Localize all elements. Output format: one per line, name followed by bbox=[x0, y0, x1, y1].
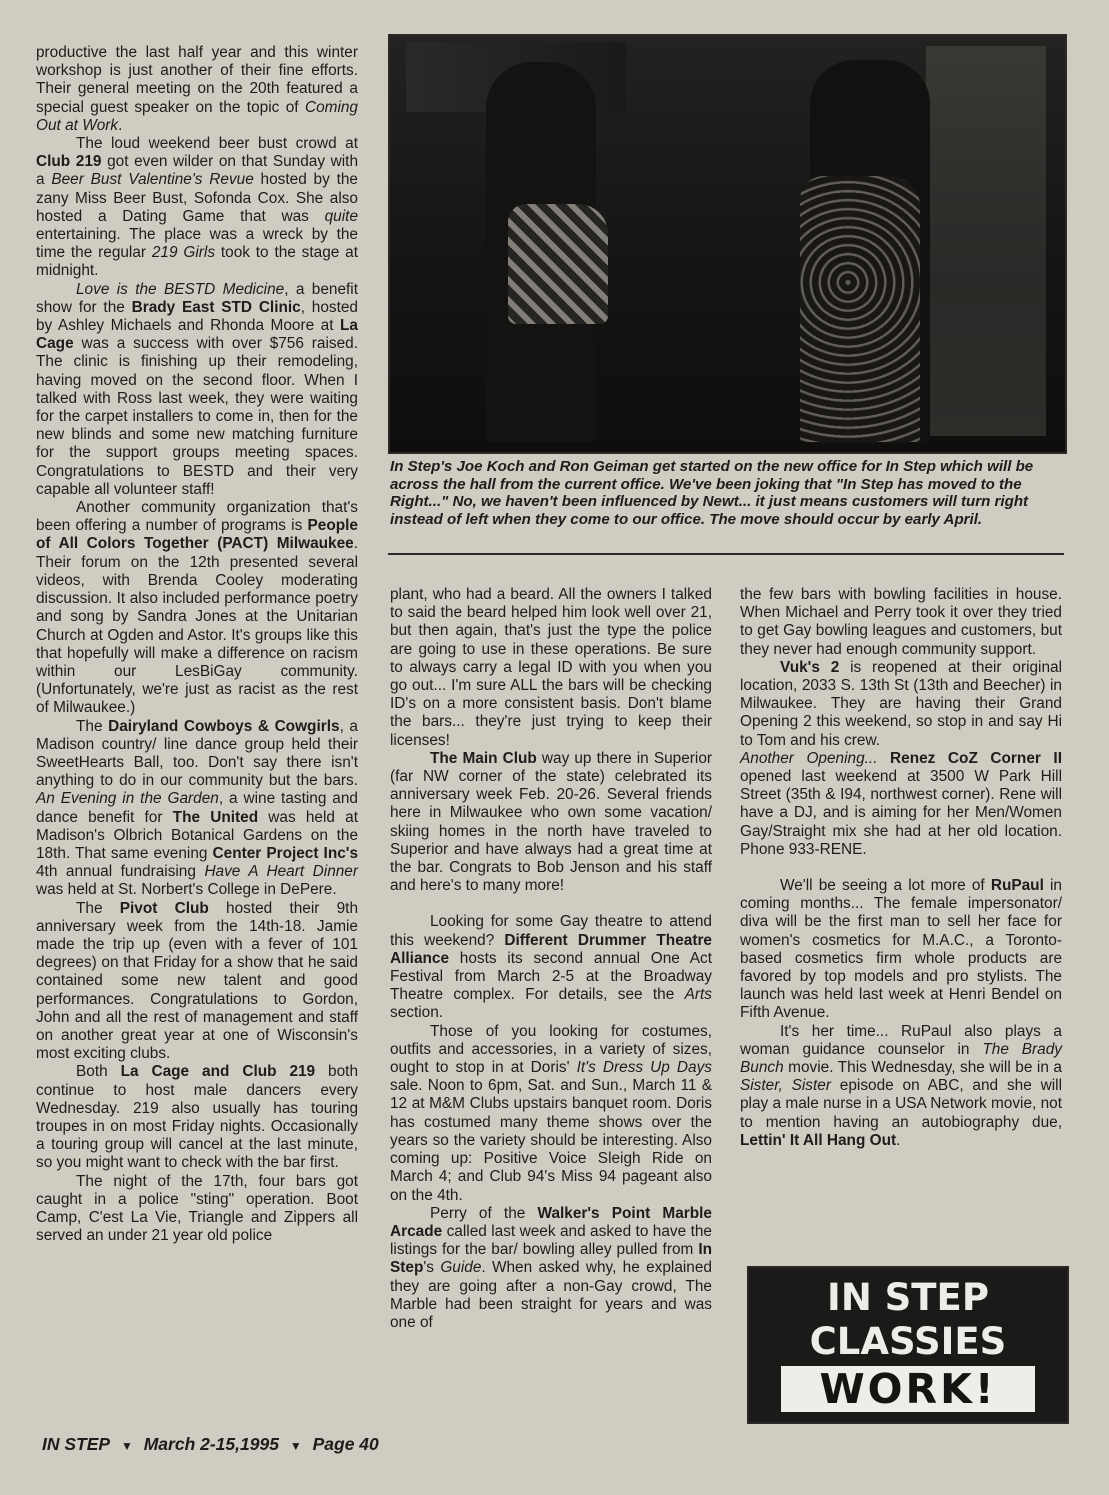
paragraph: Another community organization that's been offering a number of programs is People of All Colors Together (PACT) Milwaukee. Their forum on the 12th presented several videos, with Brenda Cooley moderating discussion. It also included performance poetry and song by Sandra Jones at the Unitarian Church at Ogden and Astor. It's groups like this that hopefully will make a difference on racism within our LesBiGay community. (Unfortunately, we're just as racist as the rest of Milwaukee.) bbox=[36, 499, 358, 717]
paragraph: The Pivot Club hosted their 9th anniversary week from the 14th-18. Jamie made the trip up (even with a fever of 101 degrees) on that Friday for a show that he said contained some new talent and good performances. Congratulations to Gordon, John and all the rest of management and staff on another great year at one of Wisconsin's most exciting clubs. bbox=[36, 899, 359, 1063]
paragraph: It's her time... RuPaul also plays a woman guidance counselor in The Brady Bunch movie. This Wednesday, she will be in a Sister, Sister episode on ABC, and she will play a male nurse in a USA Network movie, not to mention having an autobiography due, Lettin' It All Hang Out. bbox=[740, 1022, 1062, 1149]
paragraph: Looking for some Gay theatre to attend this weekend? Different Drummer Theatre Alliance hosts its second annual One Act Festival from March 2-5 at the Broadway Theatre complex. For details, see the Arts section. bbox=[390, 913, 712, 1022]
paragraph: productive the last half year and this winter workshop is just another of their fine efforts. Their general meeting on the 20th featured a special guest speaker on the topic of Coming Out at Work. bbox=[36, 44, 358, 134]
paragraph: the few bars with bowling facilities in house. When Michael and Perry took it over they tried to get Gay bowling leagues and customers, but they never had enough community support. bbox=[740, 586, 1062, 658]
paragraph: The night of the 17th, four bars got caught in a police "sting" operation. Boot Camp, C'est La Vie, Triangle and Zippers all served an under 21 year old police bbox=[36, 1172, 358, 1245]
ad-line-1: IN STEP bbox=[827, 1276, 989, 1319]
paragraph: The Main Club way up there in Superior (far NW corner of the state) celebrated its anniversary week Feb. 20-26. Several friends here in Milwaukee who own some vacation/ skiing homes in the north have traveled to Superior and have always had a great time at the bar. Congrats to Bob Jenson and his staff and here's to many more! bbox=[390, 749, 712, 895]
paragraph: Both La Cage and Club 219 both continue to host male dancers every Wednesday. 219 also usually has touring troupes in on most Friday nights. Occasionally a touring group will cancel at the last minute, so you might want to check with the bar first. bbox=[36, 1063, 359, 1172]
paragraph: Perry of the Walker's Point Marble Arcade called last week and asked to have the listings for the bar/ bowling alley pulled from In Step's Guide. When asked why, he explained they are going after a non-Gay crowd, The Marble had been straight for years and was one of bbox=[390, 1204, 712, 1331]
paragraph: Another Opening... Renez CoZ Corner II opened last weekend at 3500 W Park Hill Street (35th & I94, northwest corner). Rene will have a DJ, and is aiming for her Men/Women Gay/Straight mix she had at her old location. Phone 933-RENE. bbox=[740, 749, 1062, 858]
ad-line-2: CLASSIES bbox=[809, 1320, 1007, 1363]
photo-plaid-shirt bbox=[508, 204, 608, 324]
photo-caption: In Step's Joe Koch and Ron Geiman get started on the new office for In Step which will be across the hall from the current office. We've been joking that "In Step has moved to the Right..." No, we haven't been influenced by Newt... it just means customers will turn right instead of left when they come to our office. The move should occur by early April. bbox=[390, 458, 1034, 528]
paragraph: Vuk's 2 is reopened at their original location, 2033 S. 13th St (13th and Beecher) in Milwaukee. They are having their Grand Opening 2 this weekend, so stop in and say Hi to Tom and his crew. bbox=[740, 658, 1063, 749]
ad-line-3-box bbox=[781, 1366, 1035, 1412]
divider-rule bbox=[388, 553, 1064, 555]
triangle-icon: ▼ bbox=[120, 1439, 133, 1453]
footer-date: March 2-15,1995 bbox=[143, 1434, 279, 1454]
footer-publication: IN STEP bbox=[42, 1434, 111, 1454]
page-footer bbox=[42, 1434, 385, 1455]
classifieds-ad bbox=[747, 1266, 1069, 1424]
footer-page-number: Page 40 bbox=[312, 1434, 379, 1454]
column-right bbox=[740, 586, 1062, 1150]
photo-wall-panel bbox=[926, 46, 1046, 436]
photo-patterned-shirt bbox=[800, 176, 920, 442]
office-photo bbox=[388, 34, 1067, 454]
paragraph: Love is the BESTD Medicine, a benefit show for the Brady East STD Clinic, hosted by Ashley Michaels and Rhonda Moore at La Cage was a success with over $756 raised. The clinic is finishing up their remodeling, having moved on the second floor. When I talked with Ross last week, they were waiting for the carpet installers to come in, then for the new blinds and some new matching furniture for the support groups meeting spaces. Congratulations to BESTD and their very capable all volunteer staff! bbox=[36, 280, 358, 498]
column-left bbox=[36, 44, 358, 1245]
paragraph: The Dairyland Cowboys & Cowgirls, a Madison country/ line dance group held their SweetHearts Ball, too. Don't say there isn't anything to do in our community but the bars. An Evening in the Garden, a wine tasting and dance benefit for The United was held at Madison's Olbrich Botanical Gardens on the 18th. That same evening Center Project Inc's 4th annual fundraising Have A Heart Dinner was held at St. Norbert's College in DePere. bbox=[36, 717, 359, 899]
triangle-icon: ▼ bbox=[289, 1439, 302, 1453]
column-middle bbox=[390, 586, 712, 1332]
paragraph: Those of you looking for costumes, outfits and accessories, in a variety of sizes, ought to stop in at Doris' It's Dress Up Days sale. Noon to 6pm, Sat. and Sun., March 11 & 12 at M&M Clubs upstairs banquet room. Doris has costumed many theme shows over the years so the variety should be interesting. Also coming up: Positive Voice Sleigh Ride on March 4; and Club 94's Miss 94 pageant also on the 4th. bbox=[390, 1022, 712, 1204]
paragraph: The loud weekend beer bust crowd at Club 219 got even wilder on that Sunday with a Beer Bust Valentine's Revue hosted by the zany Miss Beer Bust, Sofonda Cox. She also hosted a Dating Game that was quite entertaining. The place was a wreck by the time the regular 219 Girls took to the stage at midnight. bbox=[36, 135, 358, 280]
ad-line-3: WORK! bbox=[819, 1365, 997, 1413]
paragraph: We'll be seeing a lot more of RuPaul in coming months... The female impersonator/ diva will be the first man to sell her face for women's cosmetics for M.A.C., a Toronto-based cosmetics firm whole products are favored by top models and pro stylists. The launch was held last week at Henri Bendel on Fifth Avenue. bbox=[740, 877, 1062, 1022]
paragraph: plant, who had a beard. All the owners I talked to said the beard helped him look well over 21, but then again, that's just the type the police are going to use in these operations. Be sure to always carry a legal ID with you when you go out... I'm sure ALL the bars will be checking ID's on a more consistent basis. Don't blame the bars... they're just trying to keep their licenses! bbox=[390, 586, 712, 749]
